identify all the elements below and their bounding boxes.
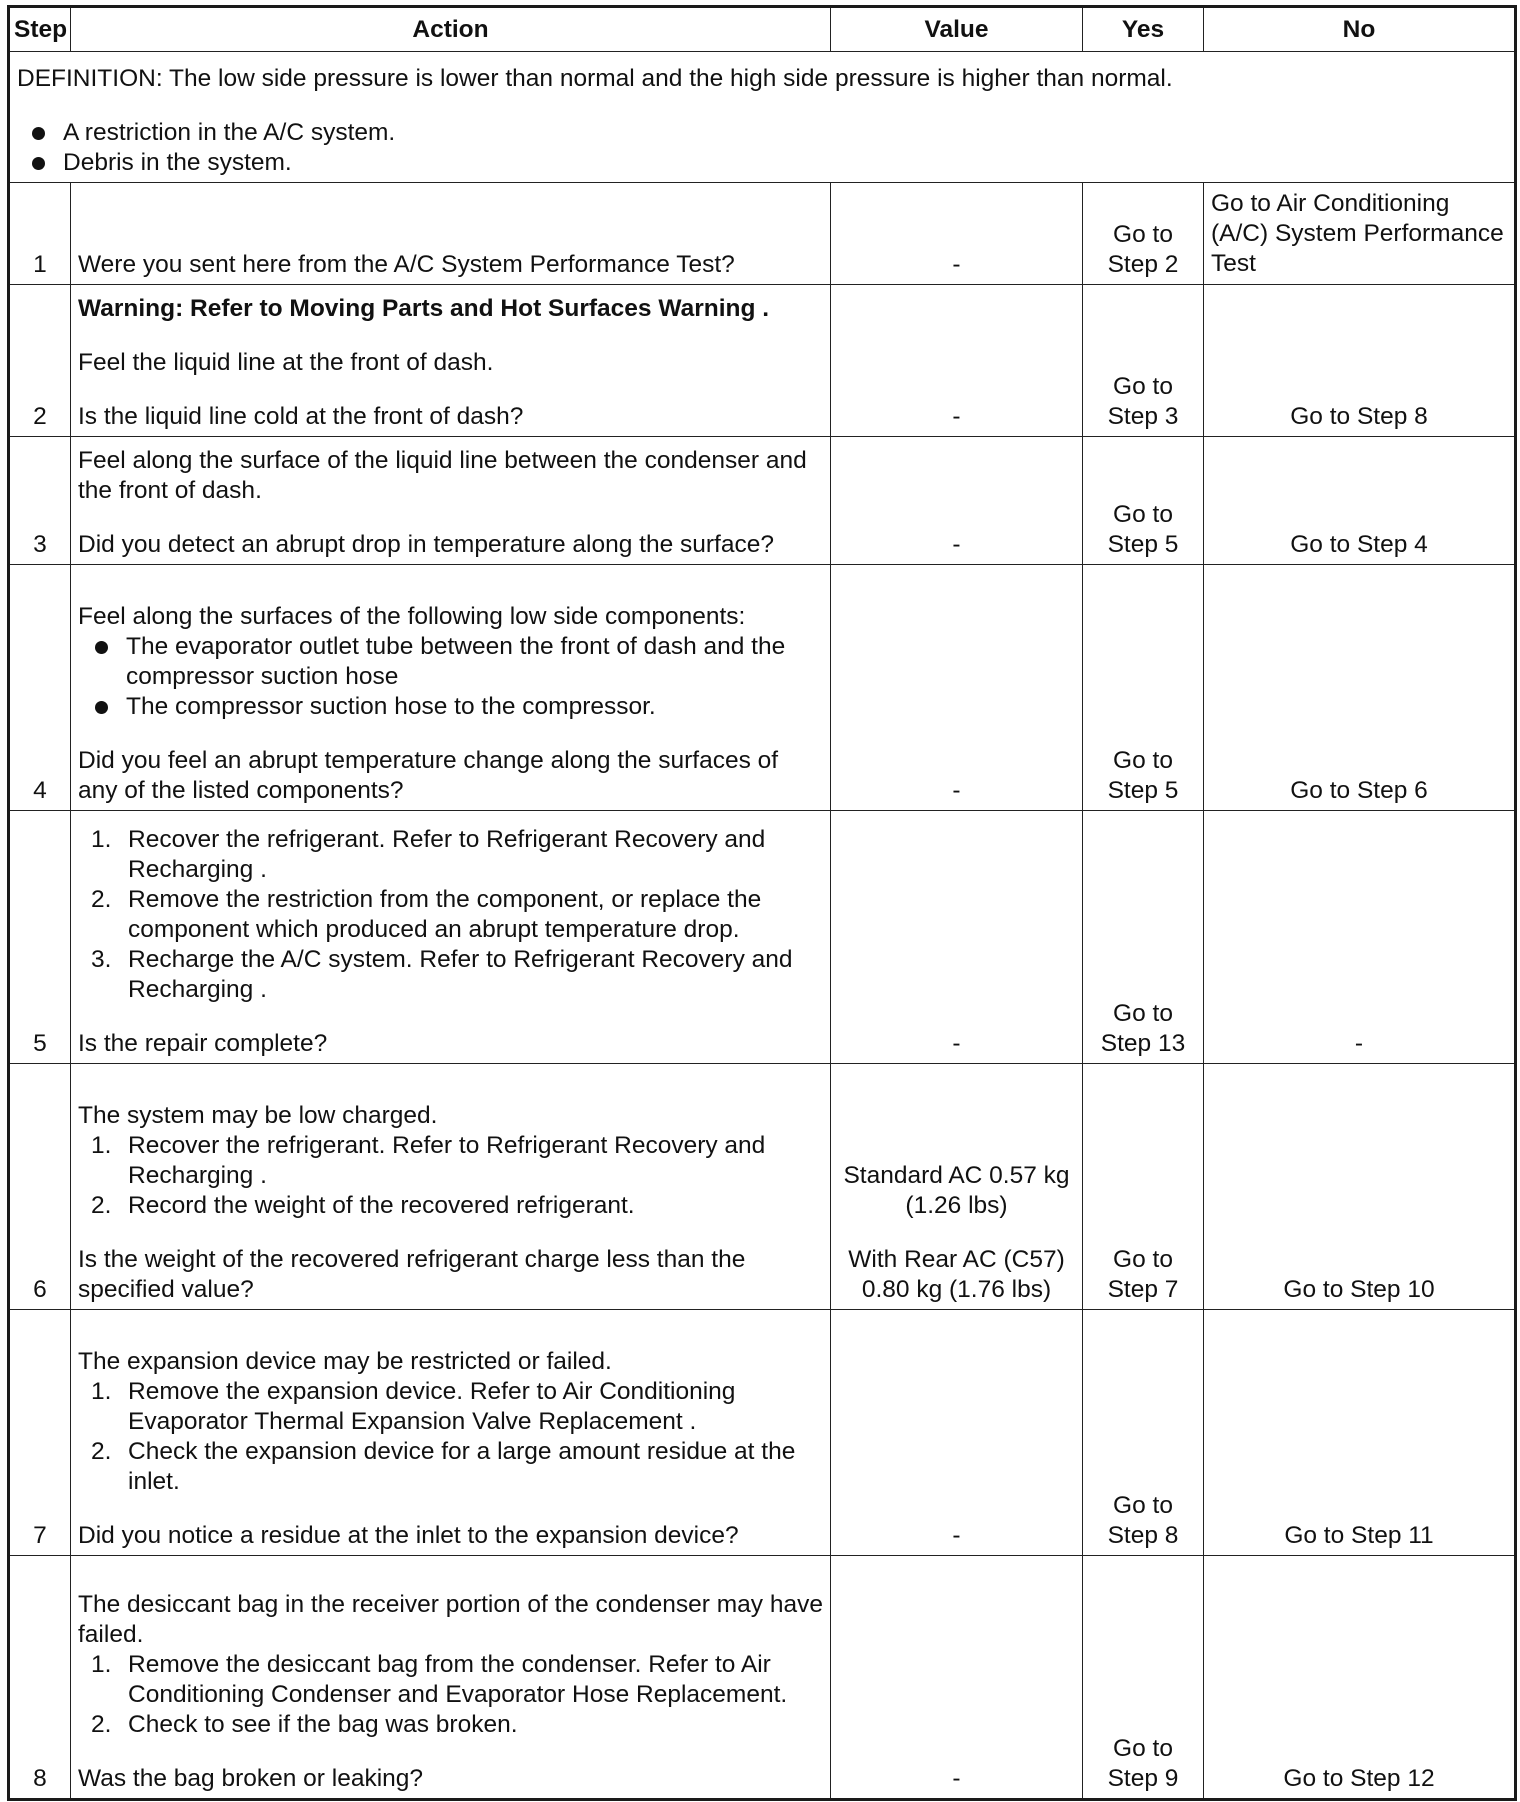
procedure-step: Check to see if the bag was broken. xyxy=(128,1711,518,1738)
yes-cell: Go to Step 5 xyxy=(1083,437,1204,565)
value-cell: - xyxy=(831,437,1083,565)
procedure-step: Record the weight of the recovered refrigerant. xyxy=(128,1192,635,1219)
action-intro: The expansion device may be restricted or failed. xyxy=(78,1348,612,1375)
no-cell: Go to Step 4 xyxy=(1204,437,1516,565)
step-row-2 xyxy=(9,285,1516,437)
definition-row xyxy=(9,52,1516,183)
value-cell: - xyxy=(831,1310,1083,1556)
header-row xyxy=(9,7,1516,52)
definition-bullet: Debris in the system. xyxy=(63,148,1507,178)
action-question: Is the weight of the recovered refrigerant charge less than the specified value? xyxy=(78,1246,746,1303)
yes-cell: Go to Step 13 xyxy=(1083,811,1204,1064)
no-cell: Go to Step 6 xyxy=(1204,565,1516,811)
procedure-step: Recharge the A/C system. Refer to Refrigerant Recovery and Recharging . xyxy=(128,946,793,1003)
action-intro: Feel along the surfaces of the following low side components: xyxy=(78,603,746,630)
action-intro: Feel the liquid line at the front of dash. xyxy=(78,349,494,376)
header-action: Action xyxy=(71,7,831,52)
no-cell: - xyxy=(1204,811,1516,1064)
procedure-step: Remove the restriction from the component, or replace the component which produced an abrupt temperature drop. xyxy=(128,886,762,943)
action-question: Was the bag broken or leaking? xyxy=(78,1765,424,1792)
component-list xyxy=(78,632,823,722)
step-row-8 xyxy=(9,1556,1516,1800)
yes-cell: Go to Step 2 xyxy=(1083,183,1204,285)
action-cell xyxy=(71,437,831,565)
value-standard: Standard AC 0.57 kg (1.26 lbs) xyxy=(843,1162,1070,1219)
procedure-list xyxy=(78,1377,823,1497)
step-number: 4 xyxy=(9,565,71,811)
no-cell: Go to Air Conditioning (A/C) System Performance Test xyxy=(1204,183,1516,285)
no-cell: Go to Step 12 xyxy=(1204,1556,1516,1800)
header-yes: Yes xyxy=(1083,7,1204,52)
action-cell xyxy=(71,565,831,811)
diagnostic-table xyxy=(7,5,1517,1801)
action-cell xyxy=(71,285,831,437)
component-bullet: The evaporator outlet tube between the front of dash and the compressor suction hose xyxy=(126,632,823,692)
step-row-4 xyxy=(9,565,1516,811)
step-number: 3 xyxy=(9,437,71,565)
value-cell: - xyxy=(831,183,1083,285)
action-cell xyxy=(71,1310,831,1556)
no-cell: Go to Step 11 xyxy=(1204,1310,1516,1556)
procedure-step: Recover the refrigerant. Refer to Refrigerant Recovery and Recharging . xyxy=(128,1132,766,1189)
action-warning: Warning: Refer to Moving Parts and Hot Surfaces Warning . xyxy=(78,295,770,322)
value-cell: - xyxy=(831,285,1083,437)
step-number: 7 xyxy=(9,1310,71,1556)
definition-cell xyxy=(9,52,1516,183)
procedure-step: Check the expansion device for a large amount residue at the inlet. xyxy=(128,1438,796,1495)
definition-list xyxy=(17,118,1507,178)
action-question: Is the liquid line cold at the front of dash? xyxy=(78,403,524,430)
action-cell xyxy=(71,1064,831,1310)
action-cell xyxy=(71,811,831,1064)
action-intro: The desiccant bag in the receiver portion of the condenser may have failed. xyxy=(78,1591,823,1648)
procedure-list xyxy=(78,825,823,1005)
yes-cell: Go to Step 9 xyxy=(1083,1556,1204,1800)
action-intro: The system may be low charged. xyxy=(78,1102,438,1129)
step-row-1 xyxy=(9,183,1516,285)
yes-cell: Go to Step 7 xyxy=(1083,1064,1204,1310)
no-cell: Go to Step 10 xyxy=(1204,1064,1516,1310)
value-rear-ac: With Rear AC (C57) 0.80 kg (1.76 lbs) xyxy=(848,1246,1065,1303)
step-row-5 xyxy=(9,811,1516,1064)
action-question: Did you notice a residue at the inlet to the expansion device? xyxy=(78,1522,739,1549)
header-step: Step xyxy=(9,7,71,52)
step-number: 8 xyxy=(9,1556,71,1800)
value-cell: - xyxy=(831,1556,1083,1800)
procedure-step: Recover the refrigerant. Refer to Refrigerant Recovery and Recharging . xyxy=(128,826,766,883)
action-cell xyxy=(71,1556,831,1800)
yes-cell: Go to Step 3 xyxy=(1083,285,1204,437)
action-cell xyxy=(71,183,831,285)
header-value: Value xyxy=(831,7,1083,52)
component-bullet: The compressor suction hose to the compressor. xyxy=(126,692,823,722)
action-question: Did you detect an abrupt drop in temperature along the surface? xyxy=(78,531,774,558)
action-intro: Feel along the surface of the liquid line between the condenser and the front of dash. xyxy=(78,447,807,504)
action-question: Were you sent here from the A/C System Performance Test? xyxy=(78,251,735,278)
header-no: No xyxy=(1204,7,1516,52)
value-cell xyxy=(831,1064,1083,1310)
action-question: Did you feel an abrupt temperature change along the surfaces of any of the listed components? xyxy=(78,747,779,804)
action-question: Is the repair complete? xyxy=(78,1030,328,1057)
step-row-3 xyxy=(9,437,1516,565)
no-cell: Go to Step 8 xyxy=(1204,285,1516,437)
step-number: 1 xyxy=(9,183,71,285)
step-row-6 xyxy=(9,1064,1516,1310)
value-cell: - xyxy=(831,565,1083,811)
yes-cell: Go to Step 5 xyxy=(1083,565,1204,811)
procedure-list xyxy=(78,1650,823,1740)
procedure-list xyxy=(78,1131,823,1221)
definition-bullet: A restriction in the A/C system. xyxy=(63,118,1507,148)
yes-cell: Go to Step 8 xyxy=(1083,1310,1204,1556)
procedure-step: Remove the expansion device. Refer to Air Conditioning Evaporator Thermal Expansion Valve Replacement . xyxy=(128,1378,736,1435)
procedure-step: Remove the desiccant bag from the condenser. Refer to Air Conditioning Condenser and Evaporator Hose Replacement. xyxy=(128,1651,788,1708)
step-row-7 xyxy=(9,1310,1516,1556)
step-number: 5 xyxy=(9,811,71,1064)
definition-text: DEFINITION: The low side pressure is lower than normal and the high side pressure is higher than normal. xyxy=(17,65,1173,92)
step-number: 2 xyxy=(9,285,71,437)
step-number: 6 xyxy=(9,1064,71,1310)
value-cell: - xyxy=(831,811,1083,1064)
